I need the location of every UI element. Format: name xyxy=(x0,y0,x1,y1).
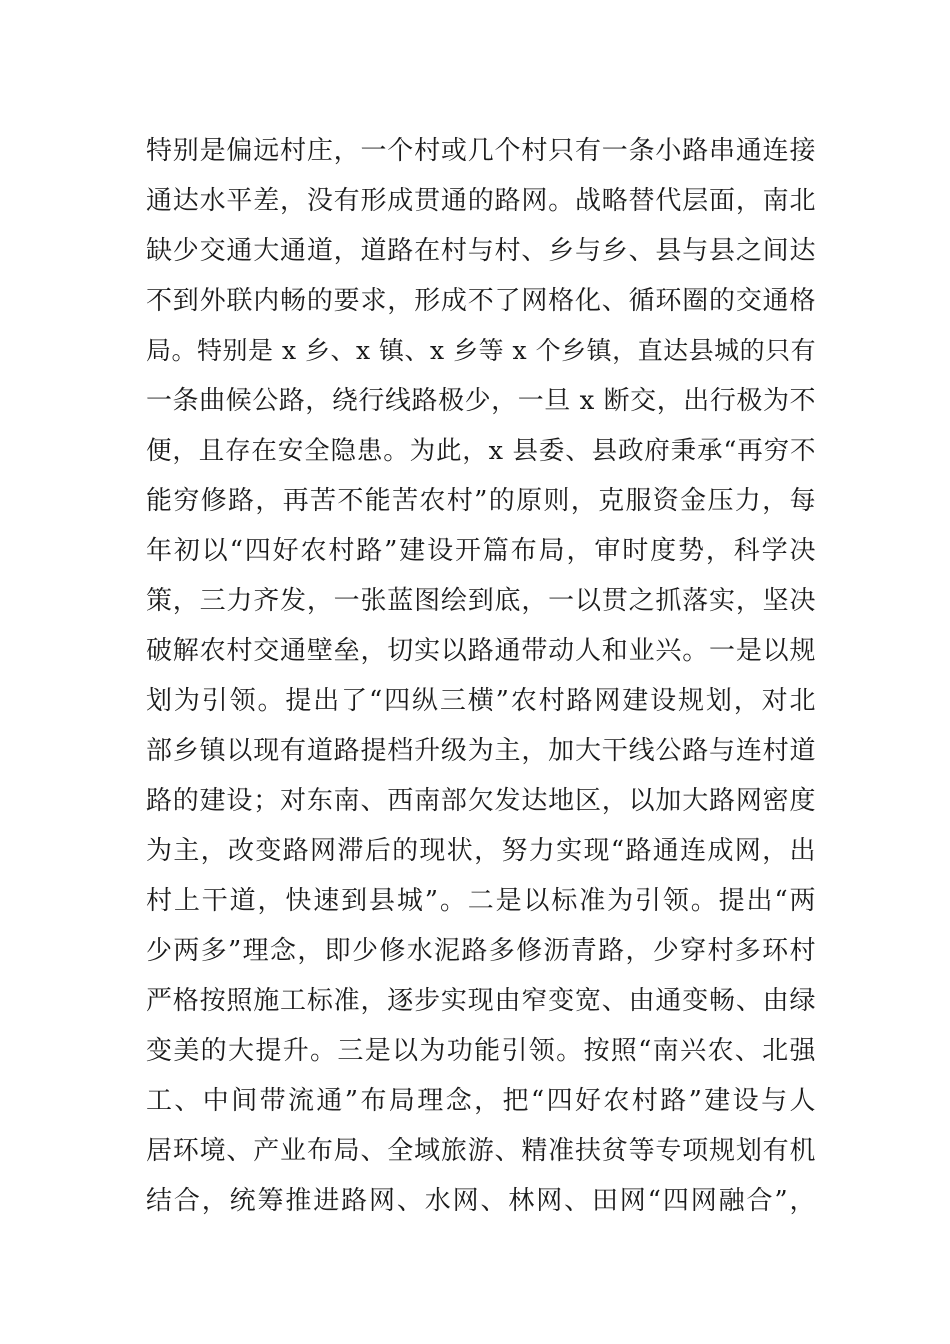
text-line-11: 破解农村交通壁垒，切实以路通带动人和业兴。一是以规 xyxy=(146,636,816,666)
text-line-12: 划为引领。提出了“四纵三横”农村路网建设规划，对北 xyxy=(146,686,816,716)
text-line-17: 少两多”理念，即少修水泥路多修沥青路，少穿村多环村 xyxy=(146,936,816,966)
text-line-15: 为主，改变路网滞后的现状，努力实现“路通连成网，出 xyxy=(146,836,816,866)
text-line-10: 策，三力齐发，一张蓝图绘到底，一以贯之抓落实，坚决 xyxy=(146,586,816,616)
text-line-16: 村上干道，快速到县城”。二是以标准为引领。提出“两 xyxy=(146,886,816,916)
text-line-3: 缺少交通大通道，道路在村与村、乡与乡、县与县之间达 xyxy=(146,236,816,266)
text-line-19: 变美的大提升。三是以为功能引领。按照“南兴农、北强 xyxy=(146,1036,816,1066)
text-line-9: 年初以“四好农村路”建设开篇布局，审时度势，科学决 xyxy=(146,536,816,566)
text-line-20: 工、中间带流通”布局理念，把“四好农村路”建设与人 xyxy=(146,1086,816,1116)
text-line-2: 通达水平差，没有形成贯通的路网。战略替代层面，南北 xyxy=(146,186,816,216)
text-line-14: 路的建设；对东南、西南部欠发达地区，以加大路网密度 xyxy=(146,786,816,816)
text-line-18: 严格按照施工标准，逐步实现由窄变宽、由通变畅、由绿 xyxy=(146,986,816,1016)
text-line-1: 特别是偏远村庄，一个村或几个村只有一条小路串通连接 xyxy=(146,136,816,166)
text-line-13: 部乡镇以现有道路提档升级为主，加大干线公路与连村道 xyxy=(146,736,816,766)
text-line-21: 居环境、产业布局、全域旅游、精准扶贫等专项规划有机 xyxy=(146,1136,816,1166)
text-line-5: 局。特别是 x 乡、x 镇、x 乡等 x 个乡镇，直达县城的只有 xyxy=(146,336,817,365)
text-line-22: 结合，统筹推进路网、水网、林网、田网“四网融合”， xyxy=(146,1186,816,1216)
text-line-4: 不到外联内畅的要求，形成不了网格化、循环圈的交通格 xyxy=(146,286,816,316)
text-line-6: 一条曲候公路，绕行线路极少，一旦 x 断交，出行极为不 xyxy=(146,386,816,416)
text-line-7: 便，且存在安全隐患。为此，x 县委、县政府秉承“再穷不 xyxy=(146,436,816,466)
body-paragraph xyxy=(146,126,816,1226)
text-line-8: 能穷修路，再苦不能苦农村”的原则，克服资金压力，每 xyxy=(146,486,816,516)
